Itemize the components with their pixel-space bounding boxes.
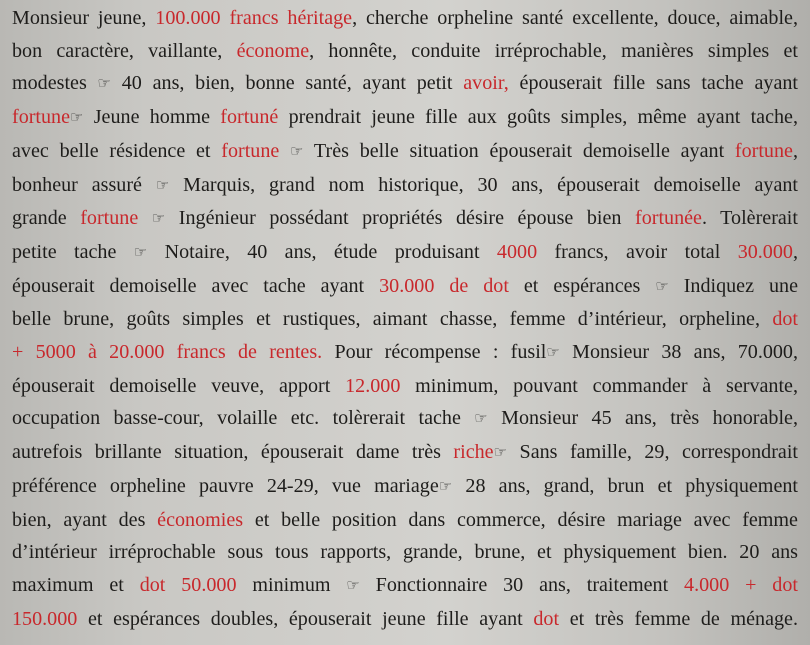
text-segment	[279, 140, 290, 162]
text-segment: prendrait jeune fille aux goûts simples, même ayant tache,	[278, 106, 799, 129]
text-segment	[138, 207, 152, 229]
text-line	[12, 35, 798, 68]
text-segment: Très belle situation épouserait demoiselle ayant	[303, 139, 735, 162]
text-segment: 40 ans, bien, bonne santé, ayant petit	[111, 72, 464, 95]
text-segment: préférence orpheline pauvre 24-29, vue mariage	[12, 474, 439, 497]
highlighted-phrase: fortuné	[220, 106, 279, 129]
text-segment: ,	[792, 240, 798, 263]
text-segment: et espérances	[508, 274, 656, 297]
text-segment: occupation basse-cour, volaille etc. tolèrerait tache	[12, 407, 475, 430]
text-line	[12, 402, 798, 436]
highlighted-phrase: fortune	[221, 139, 280, 162]
text-line	[12, 303, 798, 336]
text-segment: et espérances doubles, épouserait jeune fille ayant	[77, 607, 534, 630]
text-line	[12, 236, 798, 270]
text-segment: Pour récompense : fusil	[322, 341, 547, 364]
text-line	[12, 536, 798, 569]
text-segment: maximum et	[12, 573, 140, 596]
pointing-hand-icon: ☞	[133, 242, 148, 261]
pointing-hand-icon: ☞	[546, 343, 560, 362]
text-segment: Monsieur 45 ans, très honorable,	[487, 407, 798, 430]
highlighted-phrase: fortune	[734, 139, 793, 162]
text-segment: . Tolèrerait	[701, 207, 798, 230]
highlighted-phrase: économies	[157, 508, 244, 531]
text-segment: minimum, pouvant commander à servante,	[400, 374, 798, 397]
highlighted-phrase: dot	[533, 607, 560, 630]
text-line	[12, 569, 798, 603]
pointing-hand-icon: ☞	[155, 175, 170, 194]
text-line	[12, 2, 798, 35]
text-segment: modestes	[12, 72, 98, 95]
text-segment: Sans famille, 29, correspondrait	[507, 441, 798, 464]
text-line	[12, 202, 798, 236]
highlighted-phrase: fortune	[12, 106, 71, 129]
text-line	[12, 370, 798, 403]
pointing-hand-icon: ☞	[346, 575, 360, 594]
text-segment: et belle position dans commerce, désire mariage avec femme	[243, 508, 798, 531]
text-segment: d’intérieur irréprochable sous tous rapports, grande, brune, et physiquement bien. 20 ans	[12, 541, 798, 564]
highlighted-phrase: dot	[772, 308, 798, 331]
text-segment: francs, avoir total	[537, 240, 738, 263]
text-line	[12, 603, 798, 636]
classified-ads-text	[12, 0, 798, 635]
highlighted-phrase: 4000	[496, 240, 538, 263]
text-segment: épouserait fille sans tache ayant	[508, 72, 798, 95]
pointing-hand-icon: ☞	[474, 409, 488, 428]
highlighted-phrase: riche	[453, 441, 494, 464]
text-segment: épouserait demoiselle avec tache ayant	[12, 274, 380, 297]
highlighted-phrase: 30.000 de dot	[379, 274, 509, 297]
text-segment: bon caractère, vaillante,	[12, 39, 237, 62]
text-segment: Notaire, 40 ans, étude produisant	[147, 240, 497, 263]
text-segment: Ingénieur possédant propriétés désire épouse bien	[165, 207, 636, 230]
text-segment: minimum	[236, 573, 347, 596]
pointing-hand-icon: ☞	[655, 276, 669, 295]
text-segment: Monsieur jeune,	[12, 7, 156, 29]
highlighted-phrase: 100.000 francs héritage	[155, 7, 353, 29]
text-segment: ,	[792, 139, 798, 162]
text-segment: bonheur assuré	[12, 173, 156, 196]
highlighted-phrase: économe	[236, 39, 310, 62]
pointing-hand-icon: ☞	[290, 141, 304, 160]
pointing-hand-icon: ☞	[493, 443, 508, 462]
text-line	[12, 169, 798, 203]
text-segment: Marquis, grand nom historique, 30 ans, épouserait demoiselle ayant	[169, 173, 799, 196]
highlighted-phrase: + 5000 à 20.000 francs de rentes.	[12, 341, 323, 364]
text-line	[12, 470, 798, 504]
highlighted-phrase: 4.000 + dot	[684, 573, 798, 596]
text-line	[12, 336, 798, 370]
text-segment: belle brune, goûts simples et rustiques, aimant chasse, femme d’intérieur, orpheline,	[12, 308, 773, 331]
text-segment: avec belle résidence et	[12, 139, 222, 162]
pointing-hand-icon: ☞	[70, 108, 84, 127]
text-line	[12, 135, 798, 169]
text-line	[12, 67, 798, 101]
text-segment: grande	[12, 207, 81, 230]
text-segment: Indiquez une	[668, 274, 798, 297]
highlighted-phrase: 150.000	[12, 607, 78, 630]
text-segment: et très femme de ménage.	[559, 607, 798, 630]
highlighted-phrase: dot 50.000	[139, 573, 237, 596]
text-line	[12, 270, 798, 304]
text-segment: Monsieur 38 ans, 70.000,	[559, 341, 799, 364]
highlighted-phrase: avoir,	[463, 72, 509, 95]
highlighted-phrase: 12.000	[345, 374, 401, 397]
text-segment: épouserait demoiselle veuve, apport	[12, 374, 346, 397]
text-segment: autrefois brillante situation, épouserait dame très	[12, 441, 454, 464]
text-line	[12, 101, 798, 135]
highlighted-phrase: fortunée	[635, 207, 702, 230]
pointing-hand-icon: ☞	[438, 476, 453, 495]
text-segment: Jeune homme	[83, 106, 221, 129]
pointing-hand-icon: ☞	[97, 74, 111, 93]
text-line	[12, 504, 798, 537]
text-segment: 28 ans, grand, brun et physiquement	[452, 474, 798, 497]
text-segment: Fonctionnaire 30 ans, traitement	[359, 573, 685, 596]
pointing-hand-icon: ☞	[151, 209, 166, 228]
text-segment: petite tache	[12, 240, 134, 263]
highlighted-phrase: 30.000	[737, 240, 793, 263]
highlighted-phrase: fortune	[80, 207, 139, 230]
text-line	[12, 436, 798, 470]
text-segment: bien, ayant des	[12, 508, 158, 531]
text-segment: , cherche orpheline santé excellente, douce, aimable,	[352, 7, 798, 29]
text-segment: , honnête, conduite irréprochable, manières simples et	[309, 39, 798, 62]
